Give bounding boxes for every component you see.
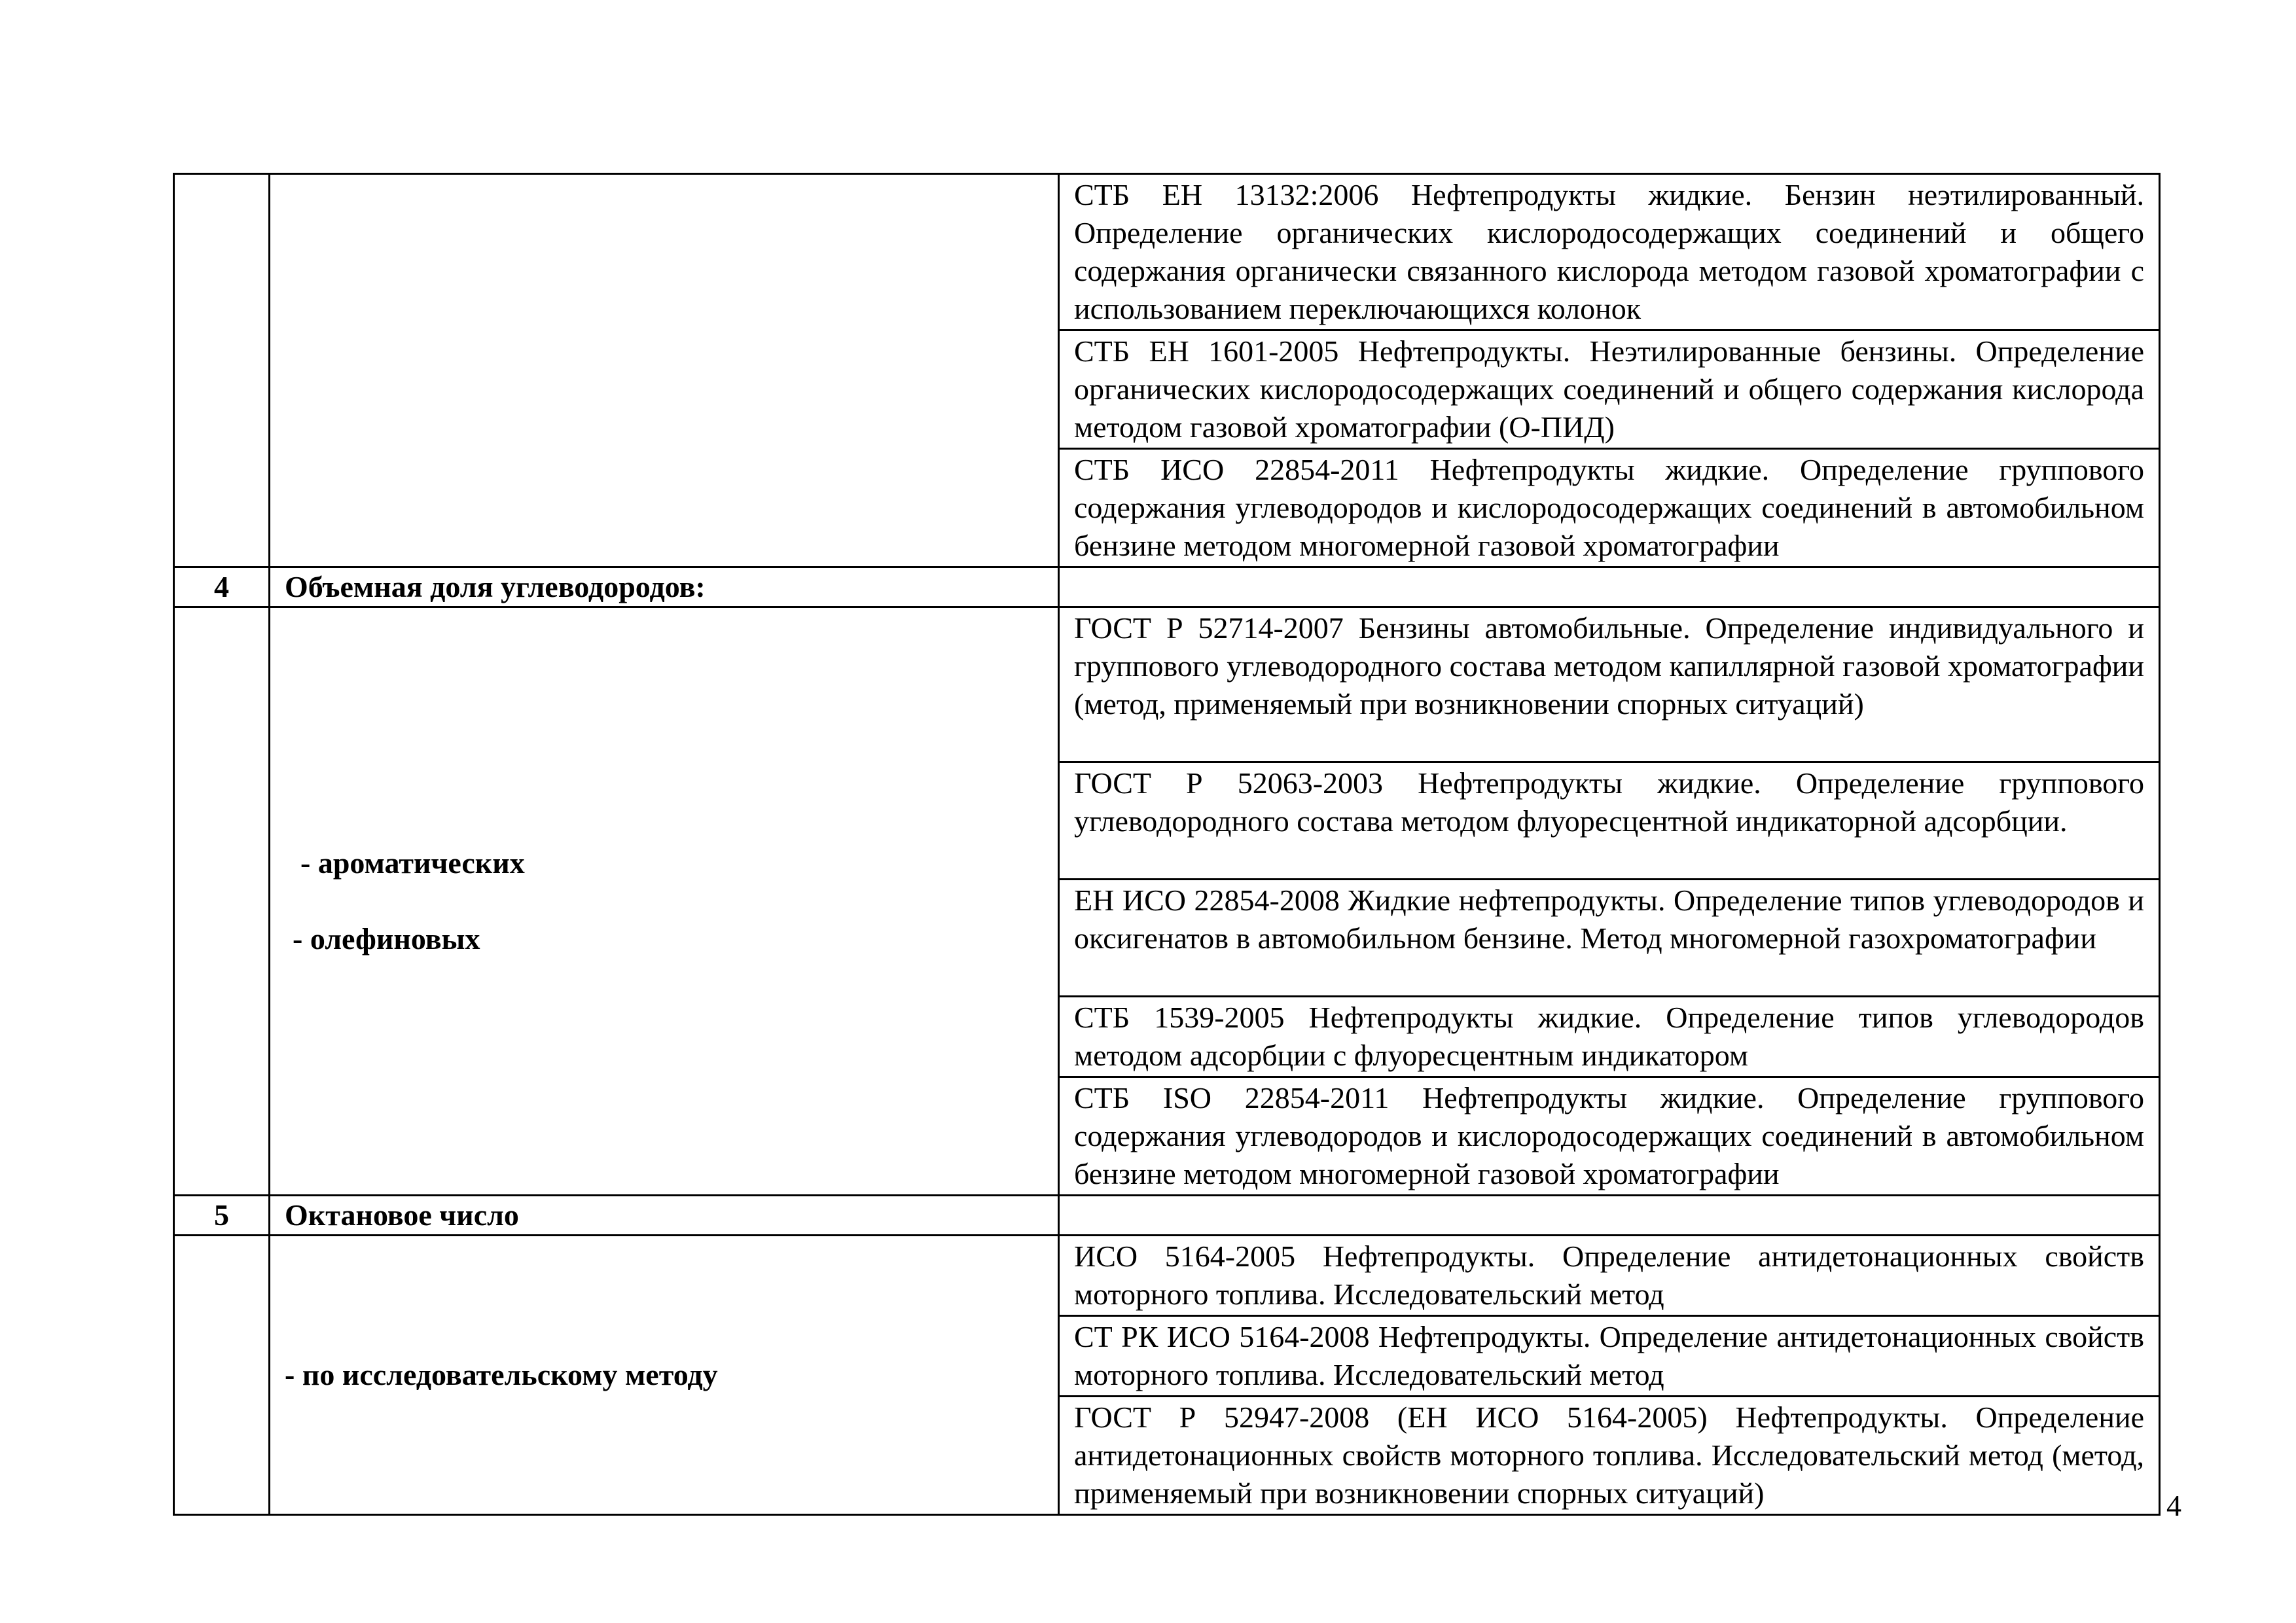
indicator-sub-items [270, 1236, 1059, 1515]
row-number-cell [174, 607, 270, 1196]
sub-item-research-method: - по исследовательскому методу [285, 1358, 718, 1391]
standard-cell: СТБ ЕН 13132:2006 Нефтепродукты жидкие. Бензин неэтилированный. Определение органических кислородосодержащих соединений и общего содержания органически связанного кислорода методом газовой хроматографии с использованием переключающихся колонок [1059, 174, 2160, 330]
sub-item-aromatic: - ароматических [300, 846, 525, 880]
table-row [174, 607, 2160, 762]
standard-cell-empty [1059, 567, 2160, 607]
table-row [174, 567, 2160, 607]
indicator-cell [270, 174, 1059, 567]
indicator-sub-items [270, 607, 1059, 1196]
sub-item-olefin: - олефиновых [293, 922, 480, 955]
standards-table [173, 173, 2161, 1516]
indicator-title: Объемная доля углеводородов: [270, 567, 1059, 607]
standard-cell: ГОСТ Р 52063-2003 Нефтепродукты жидкие. Определение группового углеводородного состава методом флуоресцентной индикаторной адсорбции. [1059, 762, 2160, 880]
table-row [174, 1196, 2160, 1236]
standard-cell: ГОСТ Р 52947-2008 (ЕН ИСО 5164-2005) Нефтепродукты. Определение антидетонационных свойств моторного топлива. Исследовательский метод (метод, применяемый при возникновении спорных ситуаций) [1059, 1397, 2160, 1515]
indicator-title: Октановое число [270, 1196, 1059, 1236]
standard-cell: СТБ 1539-2005 Нефтепродукты жидкие. Определение типов углеводородов методом адсорбции с флуоресцентным индикатором [1059, 997, 2160, 1077]
standard-cell: СТБ ISO 22854-2011 Нефтепродукты жидкие. Определение группового содержания углеводородов и кислородосодержащих соединений в автомобильном бензине методом многомерной газовой хроматографии [1059, 1077, 2160, 1196]
row-number: 4 [174, 567, 270, 607]
standard-cell-empty [1059, 1196, 2160, 1236]
row-number-cell [174, 174, 270, 567]
standard-cell: СТБ ИСО 22854-2011 Нефтепродукты жидкие. Определение группового содержания углеводородов и кислородосодержащих соединений в автомобильном бензине методом многомерной газовой хроматографии [1059, 449, 2160, 567]
row-number-cell [174, 1236, 270, 1515]
standard-cell: ГОСТ Р 52714-2007 Бензины автомобильные. Определение индивидуального и группового углеводородного состава методом капиллярной газовой хроматографии (метод, применяемый при возникновении спорных ситуаций) [1059, 607, 2160, 762]
table-row [174, 1236, 2160, 1316]
standard-cell: ИСО 5164-2005 Нефтепродукты. Определение антидетонационных свойств моторного топлива. Исследовательский метод [1059, 1236, 2160, 1316]
page-number: 4 [2166, 1489, 2181, 1522]
standard-cell: СТ РК ИСО 5164-2008 Нефтепродукты. Определение антидетонационных свойств моторного топлива. Исследовательский метод [1059, 1316, 2160, 1397]
standard-cell: ЕН ИСО 22854-2008 Жидкие нефтепродукты. Определение типов углеводородов и оксигенатов в автомобильном бензине. Метод многомерной газохроматографии [1059, 880, 2160, 997]
standard-cell: СТБ ЕН 1601-2005 Нефтепродукты. Неэтилированные бензины. Определение органических кислородосодержащих соединений и общего содержания кислорода методом газовой хроматографии (О-ПИД) [1059, 330, 2160, 449]
row-number: 5 [174, 1196, 270, 1236]
table-row [174, 174, 2160, 330]
